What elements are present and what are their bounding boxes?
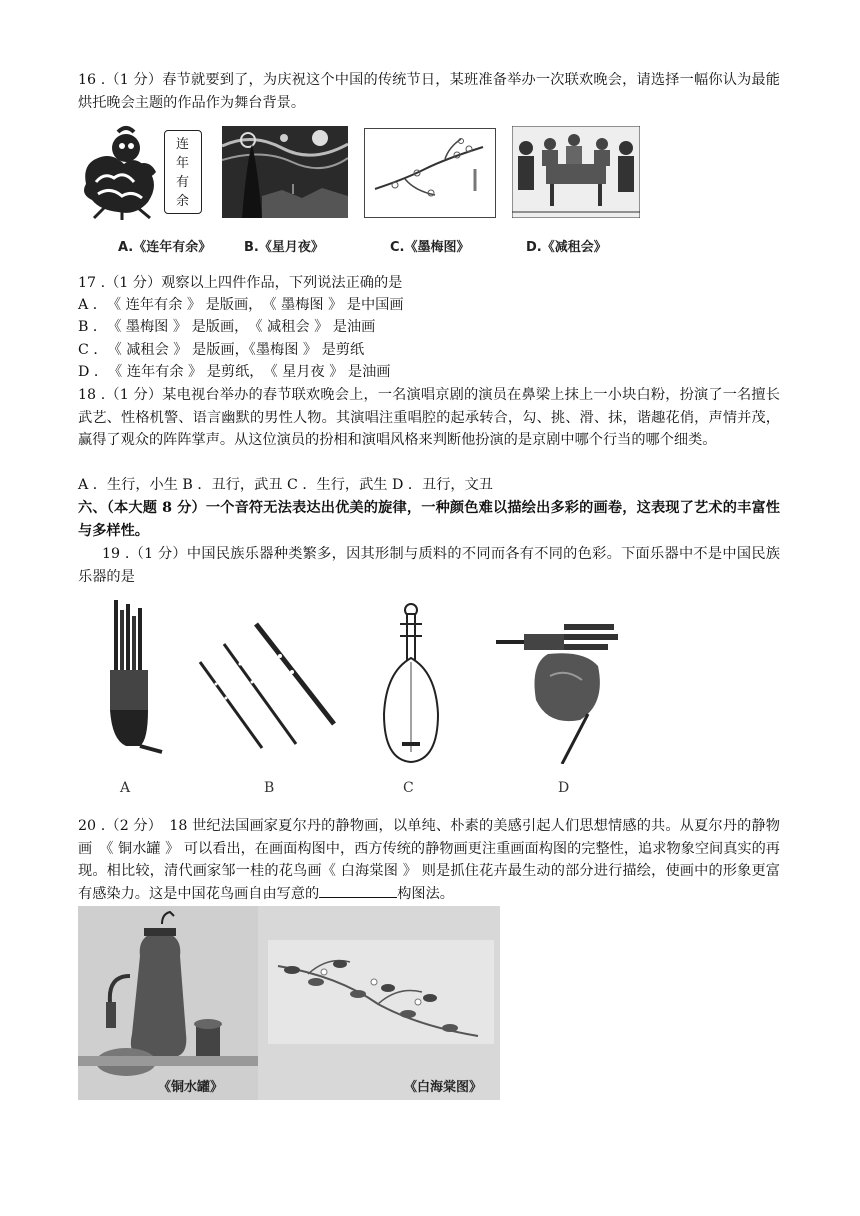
q18-options: A ．生行，小生 B ．丑行，武丑 C ．生行，武生 D ．丑行，文丑 [78,477,493,493]
q20-text [78,815,780,905]
bagpipe-instrument-image [496,604,622,764]
q16-caption-c: C.《墨梅图》 [390,240,470,255]
q20-answer-blank [319,883,397,898]
seal-char: 年 [176,156,190,171]
q17-option-a: A ． 《 连年有余 》 是版画， 《 墨梅图 》 是中国画 [78,297,404,313]
ink-plum-image [364,128,496,218]
q16-text: 16 .（1 分）春节就要到了，为庆祝这个中国的传统节日，某班准备举办一次联欢晚会，请选择一幅你认为最能烘托晚会主题的作品作为舞台背景。 [78,72,780,111]
q19-label-a: A [120,780,131,796]
q17-stem: 17 .（1 分）观察以上四件作品，下列说法正确的是 [78,275,403,291]
seal-char: 有 [176,175,190,190]
q17-option-b: B ． 《 墨梅图 》 是版画， 《 减租会 》 是油画 [78,319,376,335]
paintings-comparison-image [78,906,500,1100]
q19-label-b: B [264,780,275,796]
section6-heading: 六、（本大题 8 分）一个音符无法表达出优美的旋律，一种颜色难以描绘出多彩的画卷，这表现了艺术的丰富性与多样性。 [78,500,780,539]
q19-text: 19 .（1 分）中国民族乐器种类繁多，因其形制与质料的不同而各有不同的色彩。下面乐器中不是中国民族乐器的是 [78,546,780,585]
q17-option-d: D ． 《 连年有余 》 是剪纸， 《 星月夜 》 是油画 [78,364,391,380]
q16-caption-a: A.《连年有余》 [118,240,212,255]
q19-label-c: C [403,780,414,796]
q16-caption-d: D.《减租会》 [526,240,607,255]
starry-night-image [222,126,348,218]
q20-text-before: 20 .（2 分） 18 世纪法国画家夏尔丹的静物画，以单纯、朴素的美感引起人们思想情感的共。从夏尔丹的静物画 《 铜水罐 》 可以看出，在画面构图中，西方传统的静物画更注重画面构图的完整性，追求物象空间真实的再现。相比较，清代画家邹一桂的花鸟画《 白海棠图 》 则是抓住花卉最生动的部分进行描绘，使画中的形象更富有感染力。这是中国花鸟画自由写意的 [78,818,780,902]
seal-char: 余 [176,194,190,209]
flutes-instrument-image [196,620,340,750]
q17-option-c: C ． 《 减租会 》 是版画，《墨梅图 》 是剪纸 [78,342,365,358]
q19-label-d: D [558,780,570,796]
q20-caption-bronze-jar: 《铜水罐》 [158,1080,224,1095]
seal-stamp [164,130,202,214]
seal-char: 连 [176,137,190,152]
q16-caption-b: B.《星月夜》 [244,240,324,255]
rent-reduction-image [512,126,640,218]
q20-caption-begonia: 《白海棠图》 [404,1080,483,1095]
q20-text-after: 构图法。 [397,885,454,902]
sheng-instrument-image [100,600,166,760]
pipa-instrument-image [378,602,444,764]
fish-papercut-image [78,124,208,220]
q18-text: 18 .（1 分）某电视台举办的春节联欢晚会上，一名演唱京剧的演员在鼻梁上抹上一小块白粉，扮演了一名擅长武艺、性格机警、语言幽默的男性人物。其演唱注重唱腔的起承转合，勾、挑、滑、抹，谐趣花俏，声情并茂，赢得了观众的阵阵掌声。从这位演员的扮相和演唱风格来判断他扮演的是京剧中哪个行当的哪个细类。 [78,387,780,448]
